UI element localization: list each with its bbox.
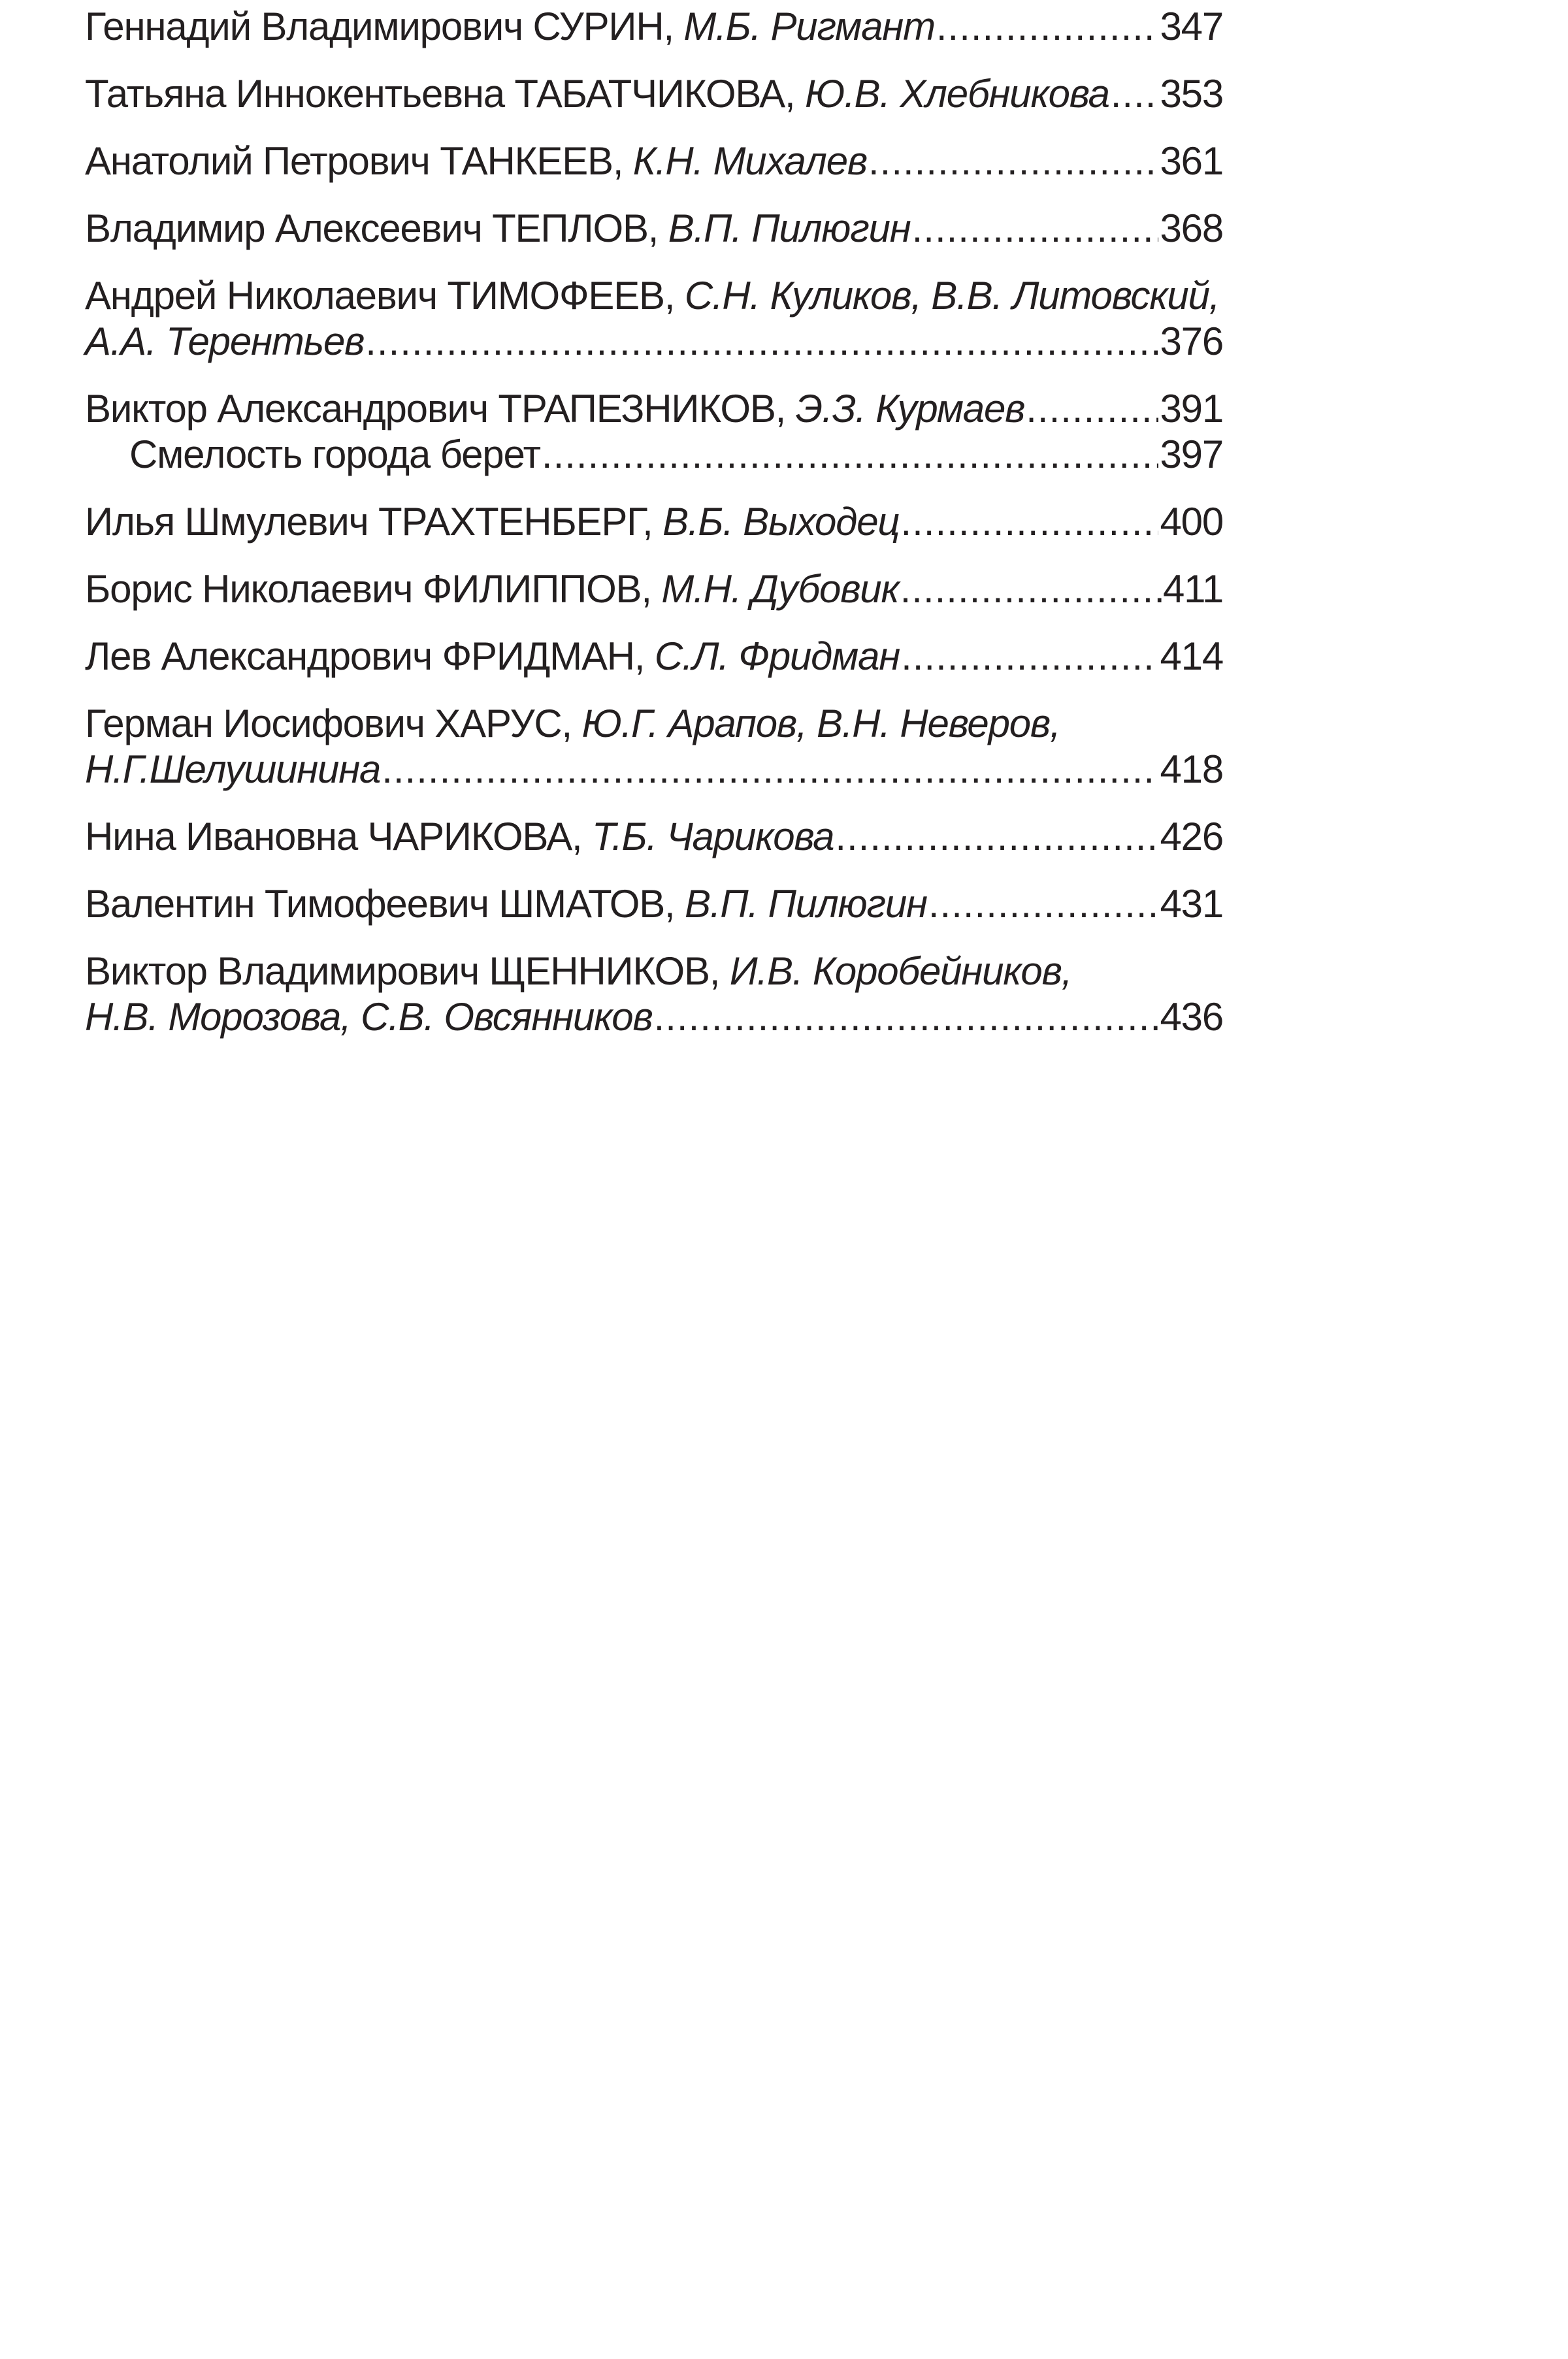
page-number: 400 [1160, 500, 1223, 544]
toc-entry-line [85, 747, 1223, 792]
dot-leader [936, 4, 1159, 50]
toc-entry [85, 273, 1223, 365]
entry-subject: Татьяна Иннокентьевна ТАБАТЧИКОВА, [85, 72, 805, 116]
page-number: 347 [1160, 5, 1223, 48]
entry-author: Н.Г.Шелушинина [85, 747, 381, 791]
toc-entry-text [85, 273, 1219, 319]
toc-entry-line [85, 273, 1223, 319]
toc-entry-line [85, 701, 1223, 747]
toc-entry-line [85, 206, 1223, 252]
toc-entry-text [85, 206, 911, 252]
entry-author: С.Н. Куликов, В.В. Литовский, [684, 274, 1220, 317]
toc-entry-text [85, 386, 1024, 432]
toc-entry-text [85, 634, 900, 679]
toc-entry [85, 949, 1223, 1040]
table-of-contents [85, 4, 1223, 1062]
entry-author: Э.З. Курмаев [795, 387, 1025, 431]
toc-entry-text [85, 138, 867, 184]
entry-subject: Владимир Алексеевич ТЕПЛОВ, [85, 206, 668, 250]
toc-entry-text [85, 701, 1060, 747]
toc-entry-text [85, 71, 1109, 117]
toc-entry [85, 634, 1223, 679]
page-number: 368 [1160, 206, 1223, 250]
toc-entry-line [85, 881, 1223, 927]
dot-leader [1026, 386, 1158, 432]
toc-entry-line [85, 949, 1223, 994]
toc-entry [85, 881, 1223, 927]
toc-entry-text [129, 432, 540, 478]
page-number: 411 [1162, 567, 1223, 611]
dot-leader [912, 206, 1159, 252]
toc-entry-line [85, 138, 1223, 184]
page-number: 391 [1160, 387, 1223, 431]
entry-subject: Валентин Тимофеевич ШМАТОВ, [85, 882, 685, 926]
dot-leader [1111, 71, 1159, 117]
toc-entry-line [85, 634, 1223, 679]
page-number: 353 [1160, 72, 1223, 116]
entry-author: А.А. Терентьев [85, 319, 365, 363]
dot-leader [900, 499, 1158, 545]
toc-entry-line [85, 499, 1223, 545]
entry-subject: Борис Николаевич ФИЛИППОВ, [85, 567, 662, 611]
entry-subject: Герман Иосифович ХАРУС, [85, 702, 582, 745]
entry-subject: Виктор Владимирович ЩЕННИКОВ, [85, 949, 730, 993]
toc-entry [85, 566, 1223, 612]
entry-author: М.Б. Ригмант [683, 5, 935, 48]
page-number: 414 [1160, 634, 1223, 678]
page-number: 418 [1160, 747, 1223, 791]
dot-leader [654, 994, 1159, 1040]
toc-entry-text [85, 747, 380, 792]
page-number: 361 [1160, 139, 1223, 183]
toc-entry-text [85, 814, 834, 860]
toc-entry-text [85, 4, 935, 50]
toc-entry-line [85, 319, 1223, 365]
toc-entry [85, 499, 1223, 545]
entry-author: М.Н. Дубовик [661, 567, 899, 611]
page-number: 431 [1160, 882, 1223, 926]
entry-author: С.Л. Фридман [654, 634, 900, 678]
dot-leader [901, 634, 1158, 679]
entry-subject: Смелость города берет [129, 432, 540, 476]
dot-leader [365, 319, 1158, 365]
page-number: 376 [1160, 319, 1223, 363]
toc-entry-line [85, 4, 1223, 50]
page-number: 397 [1160, 432, 1223, 476]
page-number: 436 [1160, 995, 1223, 1039]
dot-leader [835, 814, 1158, 860]
entry-author: Ю.Г. Арапов, В.Н. Неверов, [581, 702, 1060, 745]
toc-entry [85, 71, 1223, 117]
entry-author: В.Б. Выходец [662, 500, 900, 544]
toc-entry-line [85, 994, 1223, 1040]
dot-leader [928, 881, 1159, 927]
entry-subject: Виктор Александрович ТРАПЕЗНИКОВ, [85, 387, 796, 431]
page-number: 426 [1160, 815, 1223, 858]
entry-subject: Геннадий Владимирович СУРИН, [85, 5, 684, 48]
toc-entry [85, 138, 1223, 184]
toc-entry-text [85, 319, 364, 365]
entry-subject: Илья Шмулевич ТРАХТЕНБЕРГ, [85, 500, 663, 544]
toc-entry-text [85, 881, 927, 927]
toc-entry-line [85, 386, 1223, 432]
dot-leader [868, 138, 1159, 184]
toc-entry-line [85, 814, 1223, 860]
entry-author: Ю.В. Хлебникова [804, 72, 1109, 116]
toc-entry [85, 206, 1223, 252]
toc-entry [85, 814, 1223, 860]
toc-entry-text [85, 949, 1071, 994]
toc-entry [85, 386, 1223, 478]
entry-author: Н.В. Морозова, С.В. Овсянников [85, 995, 653, 1039]
toc-entry-line [85, 566, 1223, 612]
dot-leader [542, 432, 1159, 478]
toc-entry-line [85, 71, 1223, 117]
entry-subject: Анатолий Петрович ТАНКЕЕВ, [85, 139, 633, 183]
toc-entry [85, 701, 1223, 792]
entry-author: Т.Б. Чарикова [591, 815, 834, 858]
toc-entry-text [85, 566, 899, 612]
entry-subject: Нина Ивановна ЧАРИКОВА, [85, 815, 592, 858]
toc-subentry-line [85, 432, 1223, 478]
toc-entry-text [85, 499, 899, 545]
dot-leader [900, 566, 1162, 612]
toc-entry-text [85, 994, 653, 1040]
entry-author: В.П. Пилюгин [684, 882, 927, 926]
entry-author: К.Н. Михалев [632, 139, 867, 183]
entry-author: И.В. Коробейников, [729, 949, 1072, 993]
entry-subject: Лев Александрович ФРИДМАН, [85, 634, 655, 678]
entry-subject: Андрей Николаевич ТИМОФЕЕВ, [85, 274, 685, 317]
dot-leader [382, 747, 1158, 792]
toc-entry [85, 4, 1223, 50]
entry-author: В.П. Пилюгин [668, 206, 911, 250]
